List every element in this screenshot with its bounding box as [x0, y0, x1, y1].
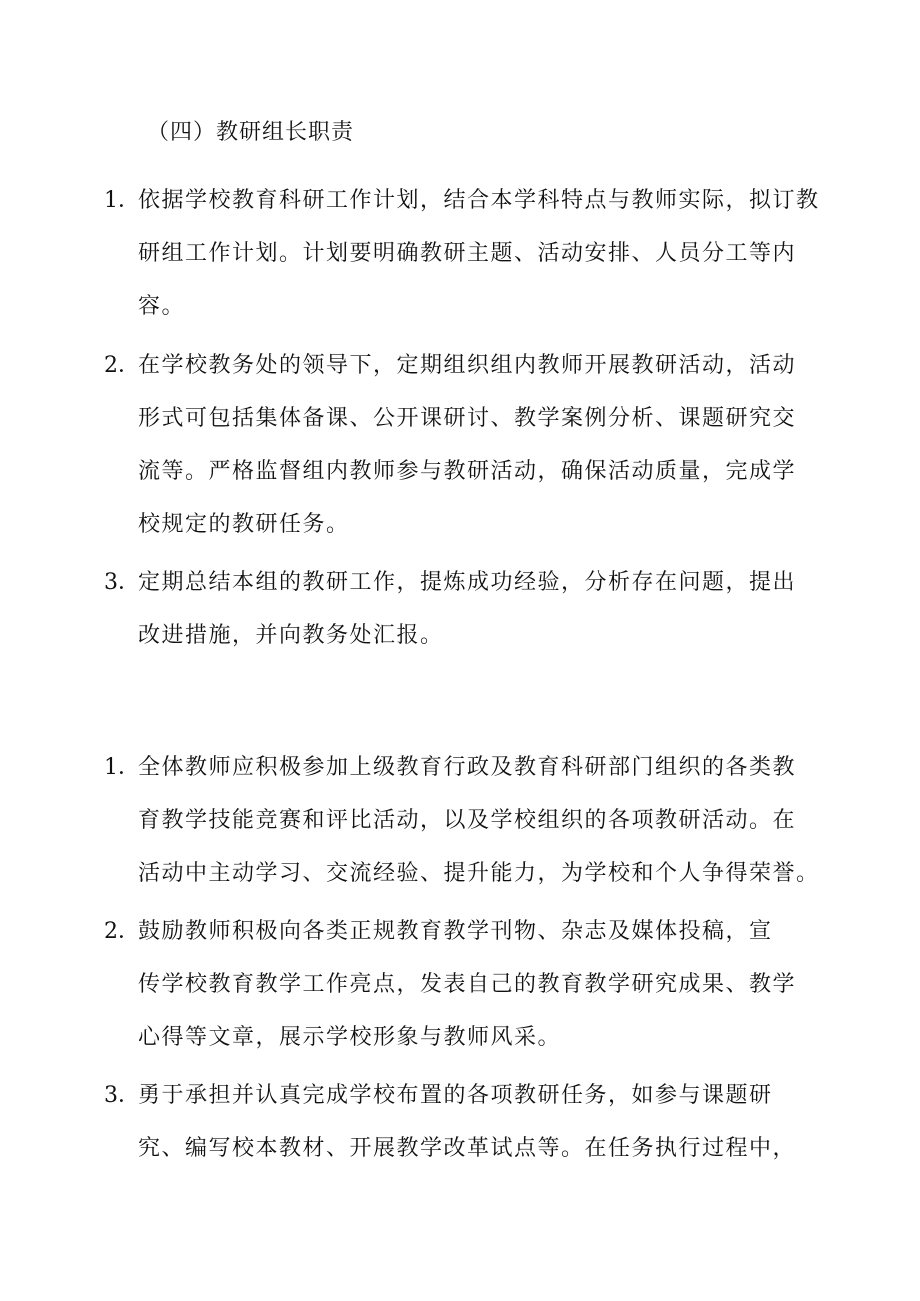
text-line: 育教学技能竞赛和评比活动，以及学校组织的各项教研活动。在 — [138, 808, 797, 833]
list-item-s1-1 — [104, 174, 820, 333]
item-text — [138, 1069, 804, 1175]
item-text — [138, 174, 820, 333]
text-line: 定期总结本组的教研工作，提炼成功经验，分析存在问题，提出 — [138, 570, 797, 595]
text-line: 勇于承担并认真完成学校布置的各项教研任务，如参与课题研 — [138, 1083, 773, 1108]
list-item-s2-3 — [104, 1069, 804, 1175]
text-line: 全体教师应积极参加上级教育行政及教育科研部门组织的各类教 — [138, 755, 797, 780]
list-item-s2-2 — [104, 905, 804, 1064]
text-line: 流等。严格监督组内教师参与教研活动，确保活动质量，完成学 — [138, 459, 797, 484]
item-text — [138, 741, 820, 900]
text-line: 心得等文章，展示学校形象与教师风采。 — [138, 1025, 562, 1050]
item-number: 1． — [104, 755, 140, 780]
list-item-s1-3 — [104, 556, 804, 662]
section-heading: （四）教研组长职责 — [147, 120, 355, 145]
item-number: 2． — [104, 919, 140, 944]
text-line: 在学校教务处的领导下，定期组织组内教师开展教研活动，活动 — [138, 353, 797, 378]
text-line: 形式可包括集体备课、公开课研讨、教学案例分析、课题研究交 — [138, 406, 797, 431]
item-number: 2． — [104, 353, 140, 378]
text-line: 研组工作计划。计划要明确教研主题、活动安排、人员分工等内 — [138, 241, 797, 266]
item-text — [138, 556, 804, 662]
item-text — [138, 905, 804, 1064]
text-line: 校规定的教研任务。 — [138, 512, 350, 537]
list-item-s2-1 — [104, 741, 820, 900]
text-line: 容。 — [138, 294, 186, 319]
text-line: 究、编写校本教材、开展教学改革试点等。在任务执行过程中， — [138, 1136, 797, 1161]
item-text — [138, 339, 804, 551]
text-line: 依据学校教育科研工作计划，结合本学科特点与教师实际，拟订教 — [138, 188, 820, 213]
text-line: 传学校教育教学工作亮点，发表自己的教育教学研究成果、教学 — [138, 972, 797, 997]
list-item-s1-2 — [104, 339, 804, 551]
text-line: 鼓励教师积极向各类正规教育教学刊物、杂志及媒体投稿，宣 — [138, 919, 773, 944]
text-line: 活动中主动学习、交流经验、提升能力，为学校和个人争得荣誉。 — [138, 861, 820, 886]
item-number: 3． — [104, 570, 140, 595]
item-number: 1． — [104, 188, 140, 213]
item-number: 3． — [104, 1083, 140, 1108]
text-line: 改进措施，并向教务处汇报。 — [138, 623, 444, 648]
